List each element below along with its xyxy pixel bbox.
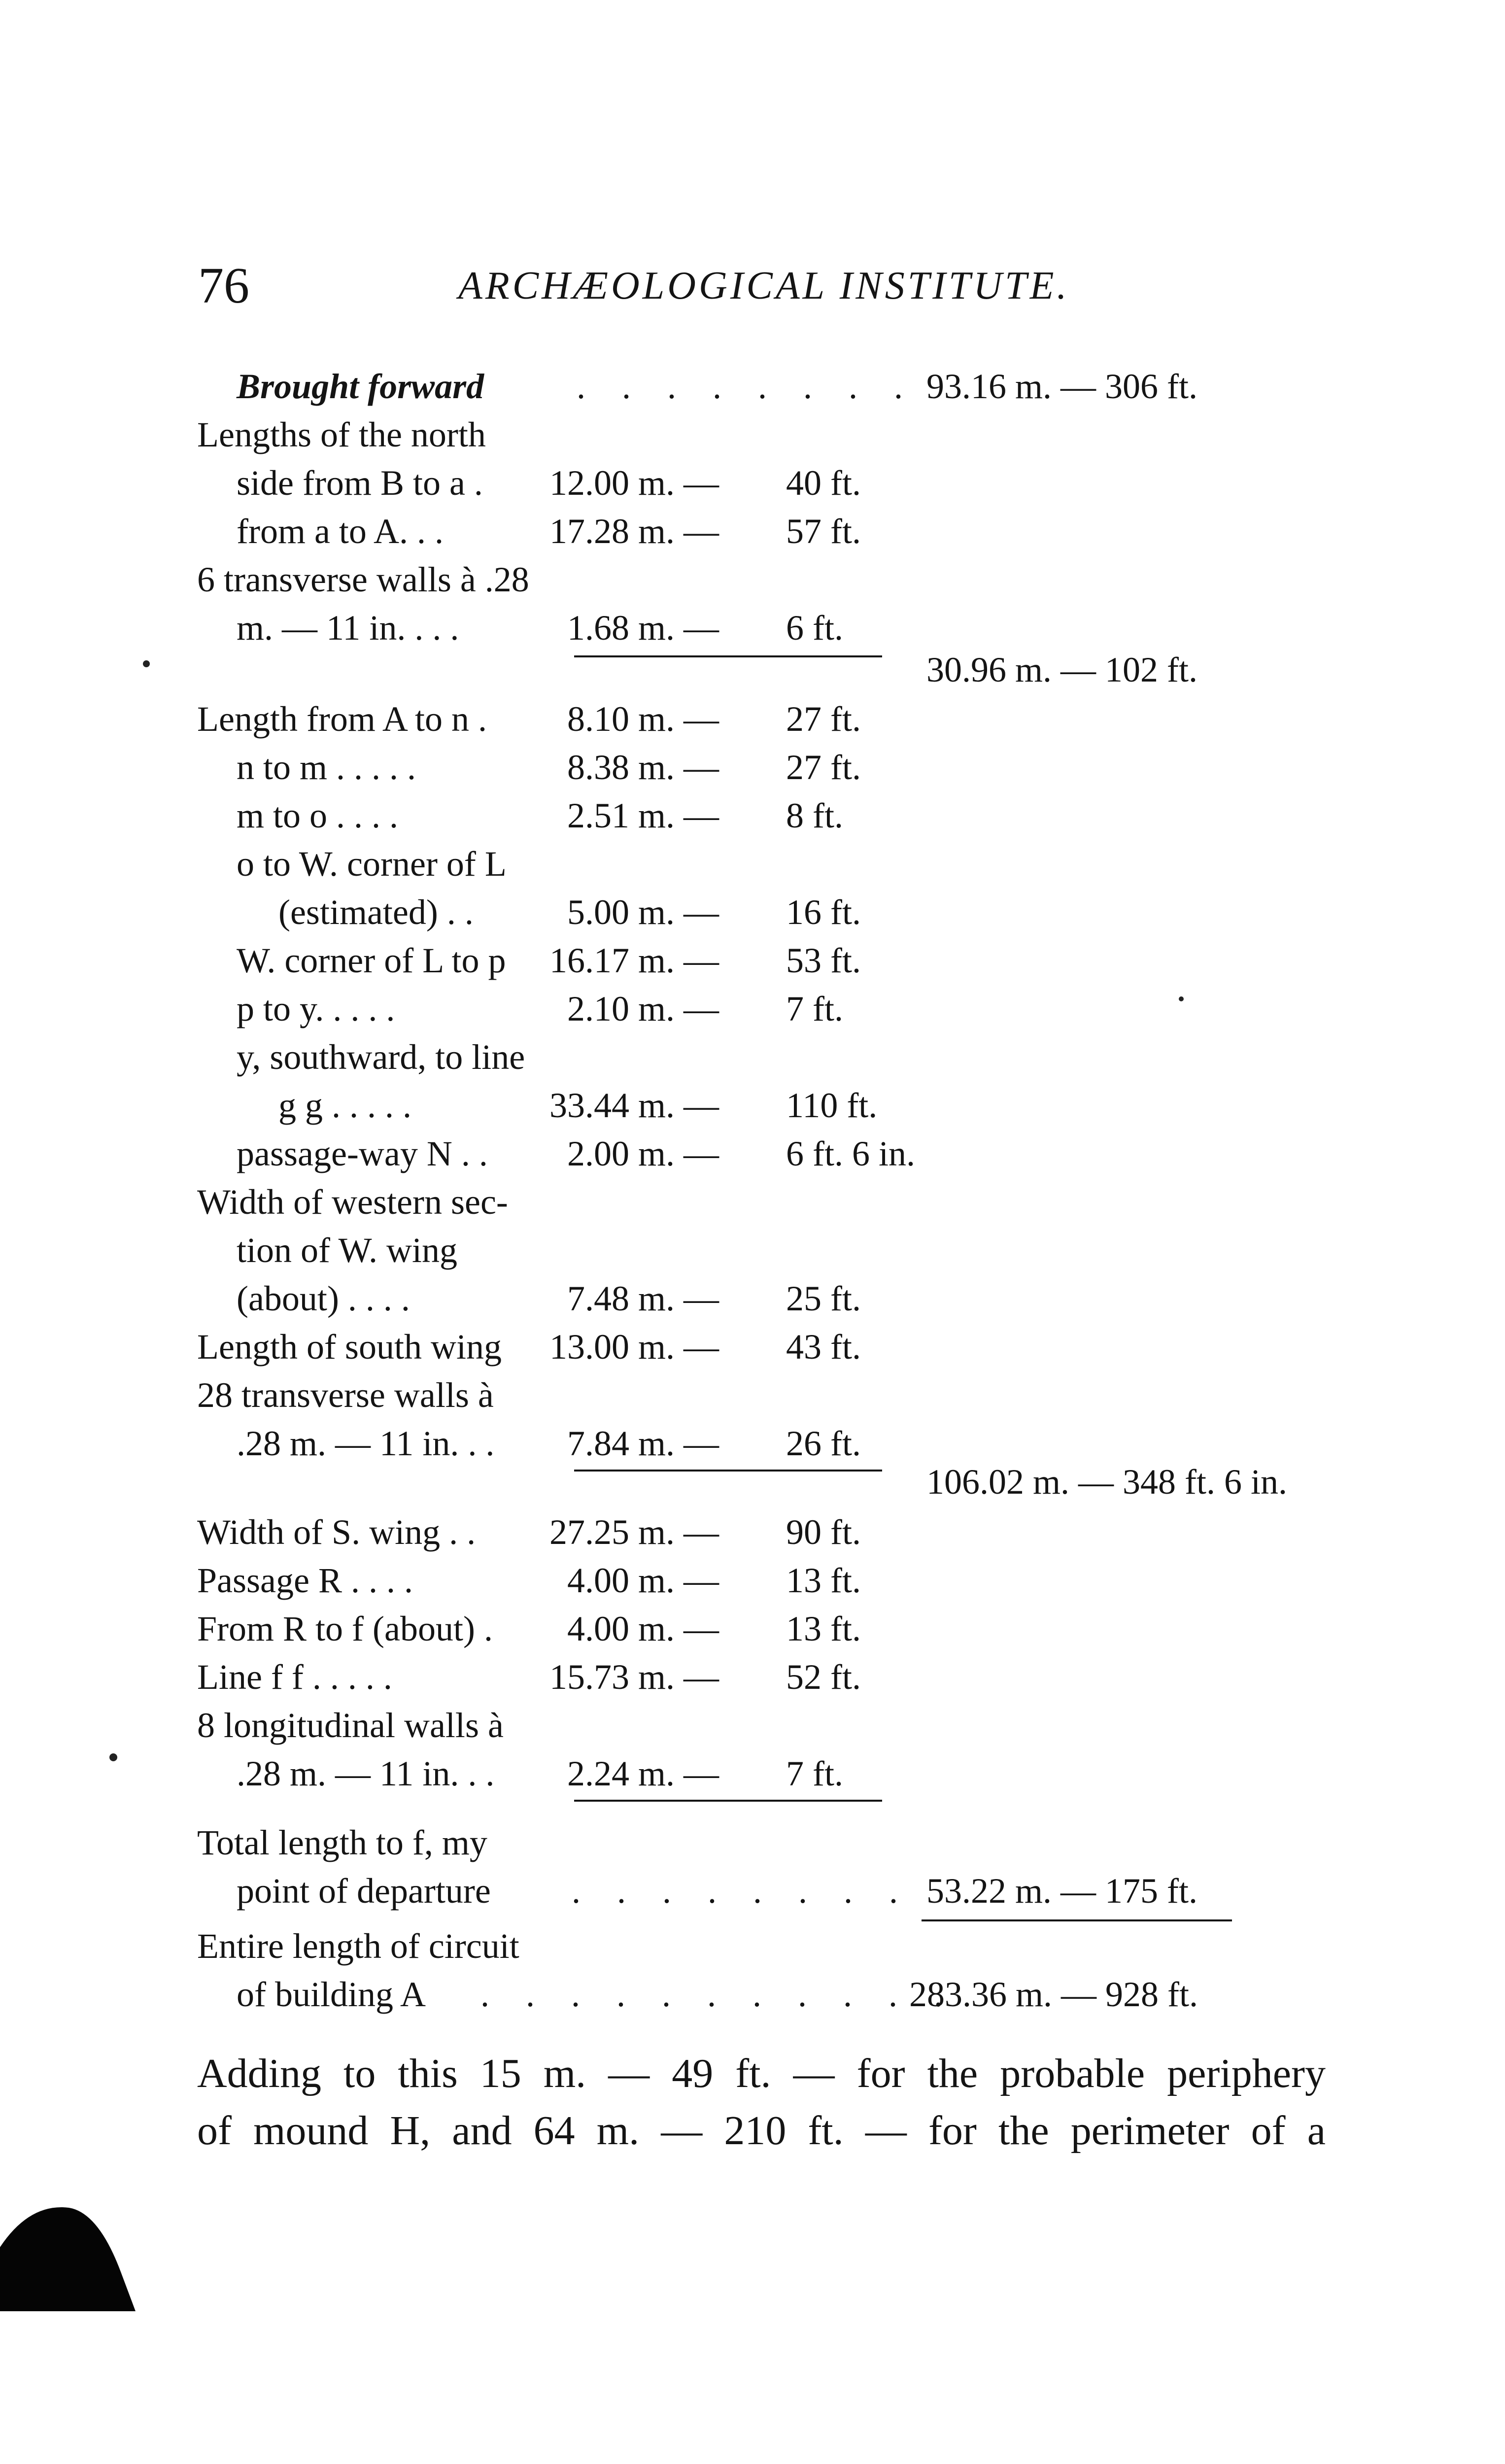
metres-value: 16.17 m. — — [549, 941, 719, 980]
table-row — [0, 1226, 1505, 1274]
row-label: point of departure — [237, 1871, 491, 1911]
metres-value: 7.48 m. — — [567, 1279, 719, 1318]
table-row — [0, 936, 1505, 985]
table-row — [0, 1508, 1505, 1556]
feet-value: 6 ft. 6 in. — [786, 1134, 915, 1173]
leader-dots: . . . . . . . . . . . — [480, 1975, 957, 2014]
row-label: 8 longitudinal walls à — [197, 1706, 504, 1745]
sum-rule — [922, 1919, 1232, 1921]
metres-value: 33.44 m. — — [549, 1086, 719, 1125]
feet-value: 110 ft. — [786, 1086, 878, 1125]
table-row — [0, 1749, 1505, 1798]
scan-speck — [143, 660, 150, 667]
row-label: Width of western sec- — [197, 1182, 508, 1222]
table-row — [0, 646, 1505, 694]
metres-value: 15.73 m. — — [549, 1657, 719, 1697]
table-row — [0, 1129, 1505, 1178]
feet-value: 13 ft. — [786, 1609, 861, 1648]
row-label: passage-way N . . — [237, 1134, 488, 1173]
row-label: p to y. . . . . — [237, 989, 395, 1028]
row-label: Length of south wing — [197, 1327, 502, 1367]
sum-rule — [574, 1800, 882, 1802]
table-row — [0, 791, 1505, 840]
table-row — [0, 985, 1505, 1033]
metres-value: 1.68 m. — — [567, 608, 719, 648]
row-label: side from B to a . — [237, 463, 483, 503]
row-label: 28 transverse walls à — [197, 1375, 494, 1415]
metres-value: 8.38 m. — — [567, 748, 719, 787]
row-label: n to m . . . . . — [237, 748, 416, 787]
feet-value: 6 ft. — [786, 608, 843, 648]
running-total: 93.16 m. — 306 ft. — [926, 367, 1197, 406]
subtotal: 30.96 m. — 102 ft. — [926, 650, 1197, 689]
table-row — [0, 604, 1505, 652]
row-label: o to W. corner of L — [237, 844, 507, 884]
feet-value: 90 ft. — [786, 1512, 861, 1552]
feet-value: 27 ft. — [786, 748, 861, 787]
row-label: Lengths of the north — [197, 415, 486, 454]
table-row — [0, 507, 1505, 555]
feet-value: 7 ft. — [786, 1754, 843, 1793]
row-label: 6 transverse walls à .28 — [197, 560, 529, 599]
row-label: of building A — [237, 1975, 426, 2014]
table-row — [0, 1323, 1505, 1371]
metres-value: 2.51 m. — — [567, 796, 719, 835]
row-label: (estimated) . . — [278, 892, 474, 932]
table-row — [0, 1701, 1505, 1749]
row-label: y, southward, to line — [237, 1037, 525, 1077]
table-row — [0, 1818, 1505, 1867]
metres-value: 2.00 m. — — [567, 1134, 719, 1173]
feet-value: 40 ft. — [786, 463, 861, 503]
row-label: m. — 11 in. . . . — [237, 608, 459, 648]
running-title: ARCHÆOLOGICAL INSTITUTE. — [458, 264, 1070, 308]
table-row — [0, 1970, 1505, 2019]
table-row — [0, 1922, 1505, 1970]
row-label: Entire length of circuit — [197, 1926, 519, 1966]
table-row — [0, 1458, 1505, 1506]
table-row — [0, 1867, 1505, 1915]
table-row — [0, 695, 1505, 743]
metres-value: 2.24 m. — — [567, 1754, 719, 1793]
leader-dots: . . . . . . . . — [577, 367, 917, 406]
table-row — [0, 1178, 1505, 1226]
paragraph-line: Adding to this 15 m. — 49 ft. — for the probable periphery — [197, 2051, 1326, 2096]
row-label: m to o . . . . — [237, 796, 399, 835]
page-number: 76 — [198, 257, 249, 314]
row-label: (about) . . . . — [237, 1279, 410, 1318]
table-row — [0, 1605, 1505, 1653]
row-label: Total length to f, my — [197, 1823, 487, 1862]
feet-value: 43 ft. — [786, 1327, 861, 1367]
feet-value: 25 ft. — [786, 1279, 861, 1318]
row-label: .28 m. — 11 in. . . — [237, 1754, 495, 1793]
metres-value: 13.00 m. — — [549, 1327, 719, 1367]
row-label: Width of S. wing . . — [197, 1512, 476, 1552]
row-label: Brought forward — [237, 367, 484, 406]
metres-value: 5.00 m. — — [567, 892, 719, 932]
table-row — [0, 1274, 1505, 1323]
running-total: 53.22 m. — 175 ft. — [926, 1871, 1197, 1911]
metres-value: 17.28 m. — — [549, 512, 719, 551]
table-row — [0, 1556, 1505, 1605]
feet-value: 16 ft. — [786, 892, 861, 932]
row-label: .28 m. — 11 in. . . — [237, 1424, 495, 1463]
feet-value: 52 ft. — [786, 1657, 861, 1697]
feet-value: 53 ft. — [786, 941, 861, 980]
row-label: g g . . . . . — [278, 1086, 411, 1125]
metres-value: 8.10 m. — — [567, 699, 719, 739]
metres-value: 7.84 m. — — [567, 1424, 719, 1463]
feet-value: 57 ft. — [786, 512, 861, 551]
row-label: Line f f . . . . . — [197, 1657, 392, 1697]
row-label: from a to A. . . — [237, 512, 444, 551]
row-label: tion of W. wing — [237, 1231, 458, 1270]
metres-value: 4.00 m. — — [567, 1609, 719, 1648]
grand-total: 283.36 m. — 928 ft. — [909, 1975, 1198, 2014]
paragraph-line: of mound H, and 64 m. — 210 ft. — for the perimeter of a — [197, 2108, 1326, 2154]
scan-speck — [1179, 996, 1184, 1001]
table-row — [0, 743, 1505, 791]
feet-value: 7 ft. — [786, 989, 843, 1028]
table-row — [0, 411, 1505, 459]
row-label: Length from A to n . — [197, 699, 487, 739]
feet-value: 27 ft. — [786, 699, 861, 739]
table-row — [0, 888, 1505, 936]
row-label: W. corner of L to p — [237, 941, 506, 980]
feet-value: 26 ft. — [786, 1424, 861, 1463]
table-row — [0, 555, 1505, 604]
metres-value: 2.10 m. — — [567, 989, 719, 1028]
scan-blemish — [0, 2188, 143, 2316]
metres-value: 4.00 m. — — [567, 1561, 719, 1600]
table-row — [0, 1653, 1505, 1701]
scan-speck — [109, 1753, 117, 1761]
table-row — [0, 840, 1505, 888]
metres-value: 27.25 m. — — [549, 1512, 719, 1552]
row-label: Passage R . . . . — [197, 1561, 413, 1600]
table-row — [0, 1371, 1505, 1419]
table-row — [0, 362, 1505, 411]
row-label: From R to f (about) . — [197, 1609, 493, 1648]
table-row — [0, 1033, 1505, 1081]
subtotal: 106.02 m. — 348 ft. 6 in. — [926, 1462, 1287, 1502]
feet-value: 8 ft. — [786, 796, 843, 835]
page-header — [0, 256, 1505, 315]
leader-dots: . . . . . . . . — [572, 1871, 912, 1911]
table-row — [0, 459, 1505, 507]
feet-value: 13 ft. — [786, 1561, 861, 1600]
table-row — [0, 1081, 1505, 1129]
metres-value: 12.00 m. — — [549, 463, 719, 503]
